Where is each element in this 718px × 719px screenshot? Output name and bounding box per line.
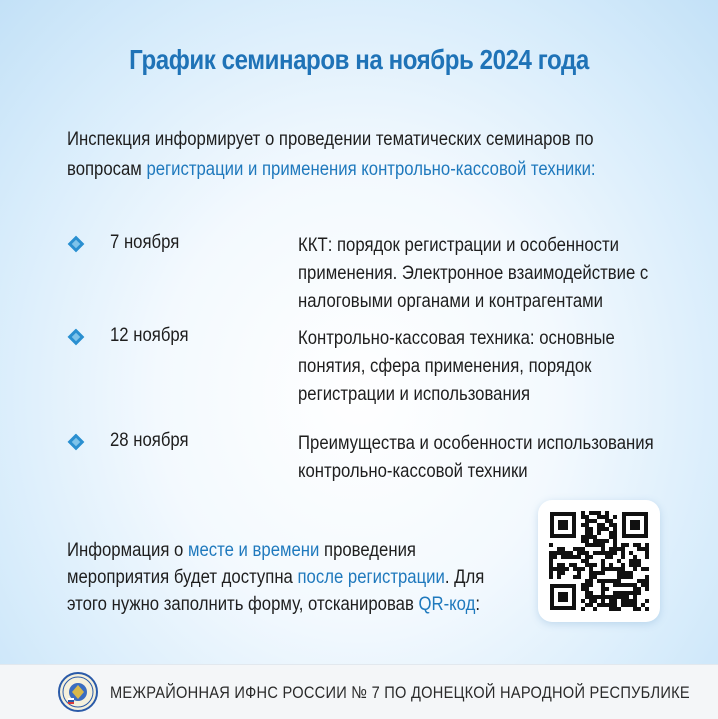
info-text: Информация о — [67, 540, 188, 561]
page-title: График семинаров на ноябрь 2024 года — [129, 44, 589, 75]
footer-organization-name: МЕЖРАЙОННАЯ ИФНС РОССИИ № 7 ПО ДОНЕЦКОЙ НАРОДНОЙ РЕСПУБЛИКЕ — [110, 683, 690, 702]
seminar-date: 7 ноября — [110, 232, 180, 253]
seminar-topic: Контрольно-кассовая техника: основные понятия, сфера применения, порядок регистрации и использования — [298, 328, 615, 405]
intro-text-plain: Инспекция информирует о проведении тематических семинаров по вопросам — [67, 129, 594, 180]
fns-emblem-icon — [58, 672, 98, 712]
registration-info — [67, 537, 507, 618]
info-highlight-after-registration: после регистрации — [297, 567, 445, 588]
seminar-date: 28 ноября — [110, 430, 189, 451]
info-text: проведения мероприятия будет доступна — [67, 540, 416, 588]
info-highlight-qr: QR-код — [418, 594, 476, 615]
info-highlight-place-time: месте и времени — [187, 540, 320, 561]
qr-card[interactable] — [538, 500, 660, 622]
qr-code-icon — [546, 508, 652, 614]
diamond-bullet-icon — [68, 434, 85, 451]
seminar-date: 12 ноября — [110, 325, 189, 346]
info-text: : — [475, 594, 480, 615]
footer — [0, 664, 718, 719]
diamond-bullet-icon — [68, 329, 85, 346]
intro-text-highlight: регистрации и применения контрольно-кассовой техники: — [146, 159, 596, 180]
info-text: . Для этого нужно заполнить форму, отсканировав — [67, 567, 485, 615]
diamond-bullet-icon — [68, 236, 85, 253]
seminar-topic: ККТ: порядок регистрации и особенности применения. Электронное взаимодействие с налоговыми органами и контрагентами — [298, 235, 649, 312]
seminar-topic: Преимущества и особенности использования контрольно-кассовой техники — [298, 433, 654, 482]
intro-text — [67, 125, 665, 185]
